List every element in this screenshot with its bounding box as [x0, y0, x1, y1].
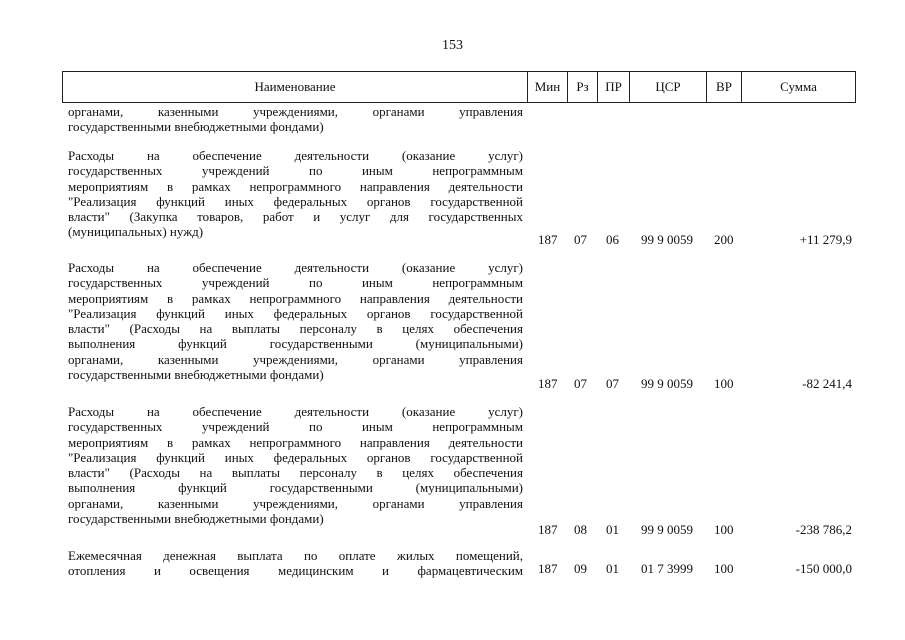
description-line: мероприятиям в рамках непрограммного направления деятельности [68, 178, 523, 194]
header-csr: ЦСР [630, 72, 707, 102]
cell-csr: 99 9 0059 [641, 376, 693, 391]
cell-rz: 09 [574, 561, 587, 576]
cell-min: 187 [538, 232, 558, 247]
description-line: государственных учреждений по иным непрограммным [68, 163, 523, 179]
cell-csr: 99 9 0059 [641, 232, 693, 247]
cell-sum: -238 786,2 [795, 522, 852, 537]
header-sum: Сумма [780, 79, 817, 94]
description-line: (муниципальных) нужд) [68, 224, 204, 240]
description-line: государственными внебюджетными фондами) [68, 367, 324, 383]
header-rz: Рз [568, 72, 598, 102]
header-name: Наименование [63, 72, 528, 102]
description-line: Ежемесячная денежная выплата по оплате жилых помещений, [68, 548, 523, 563]
description-line: государственными внебюджетными фондами) [68, 119, 324, 135]
cell-rz: 07 [574, 232, 587, 247]
description-line: органами, казенными учреждениями, органами управления [68, 351, 523, 367]
row-description [68, 104, 523, 135]
table-row [68, 404, 856, 540]
header-min: Мин [528, 72, 568, 102]
description-line: мероприятиям в рамках непрограммного направления деятельности [68, 290, 523, 306]
description-line: власти" (Расходы на выплаты персоналу в целях обеспечения [68, 321, 523, 337]
row-description [68, 148, 523, 240]
description-line: выполнения функций государственными (муниципальными) [68, 480, 523, 496]
description-line: мероприятиям в рамках непрограммного направления деятельности [68, 434, 523, 450]
row-description [68, 260, 523, 382]
description-line: власти" (Расходы на выплаты персоналу в целях обеспечения [68, 465, 523, 481]
cell-vr: 100 [714, 561, 734, 576]
cell-min: 187 [538, 376, 558, 391]
cell-pr: 01 [606, 522, 619, 537]
cell-min: 187 [538, 522, 558, 537]
cell-sum: -82 241,4 [802, 376, 852, 391]
table-row [68, 104, 856, 136]
description-line: государственными внебюджетными фондами) [68, 511, 324, 527]
cell-csr: 01 7 3999 [641, 561, 693, 576]
table-row [68, 260, 856, 396]
table-header [62, 71, 856, 103]
cell-rz: 07 [574, 376, 587, 391]
description-line: "Реализация функций иных федеральных органов государственной [68, 449, 523, 465]
table-row [68, 148, 856, 252]
header-vr: ВР [707, 72, 742, 102]
cell-sum: +11 279,9 [799, 232, 852, 247]
page-number: 153 [442, 38, 463, 53]
cell-rz: 08 [574, 522, 587, 537]
cell-pr: 06 [606, 232, 619, 247]
description-line: государственных учреждений по иным непрограммным [68, 275, 523, 291]
description-line: органами, казенными учреждениями, органами управления [68, 104, 523, 119]
description-line: государственных учреждений по иным непрограммным [68, 419, 523, 435]
description-line: Расходы на обеспечение деятельности (оказание услуг) [68, 404, 523, 419]
description-line: выполнения функций государственными (муниципальными) [68, 336, 523, 352]
cell-vr: 200 [714, 232, 734, 247]
header-pr: ПР [598, 72, 630, 102]
cell-csr: 99 9 0059 [641, 522, 693, 537]
cell-min: 187 [538, 561, 558, 576]
description-line: "Реализация функций иных федеральных органов государственной [68, 305, 523, 321]
cell-vr: 100 [714, 376, 734, 391]
description-line: органами, казенными учреждениями, органами управления [68, 495, 523, 511]
cell-pr: 07 [606, 376, 619, 391]
description-line: отопления и освещения медицинским и фармацевтическим [68, 563, 523, 579]
cell-vr: 100 [714, 522, 734, 537]
cell-pr: 01 [606, 561, 619, 576]
row-description [68, 404, 523, 526]
description-line: Расходы на обеспечение деятельности (оказание услуг) [68, 260, 523, 275]
description-line: власти" (Закупка товаров, работ и услуг для государственных [68, 209, 523, 225]
description-line: Расходы на обеспечение деятельности (оказание услуг) [68, 148, 523, 163]
row-description [68, 548, 523, 579]
description-line: "Реализация функций иных федеральных органов государственной [68, 193, 523, 209]
table-row [68, 548, 856, 582]
cell-sum: -150 000,0 [795, 561, 852, 576]
